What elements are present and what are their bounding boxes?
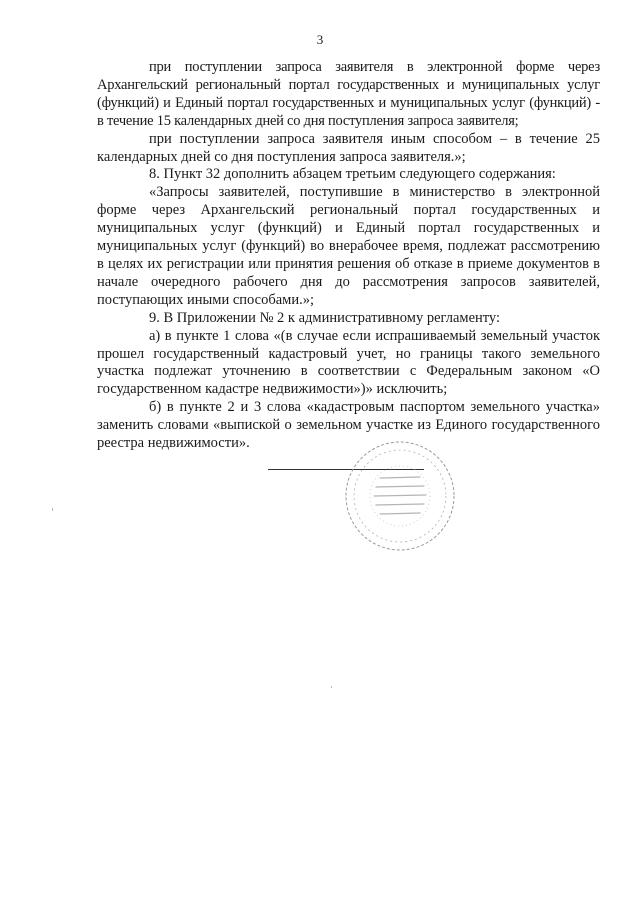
document-body [97, 59, 600, 453]
paragraph-item-8-heading: 8. Пункт 32 дополнить абзацем третьим следующего содержания: [149, 166, 556, 183]
paragraph-electronic-request-term: при поступлении запроса заявителя в электронной форме через Архангельский региональный портал государственных и муниципальных услуг (функций) и Единый портал государственных и муниципальных услуг (функций) - в течение 15 календарных дней со дня поступления запроса заявителя; [97, 59, 600, 129]
seal-stamp [340, 436, 460, 556]
paragraph-item-8-quote: «Запросы заявителей, поступившие в министерство в электронной форме через Архангельский региональный портал государственных и муниципальных услуг (функций) и Единый портал государственных и муниципальных услуг (функций) во внерабочее время, подлежат рассмотрению в целях их регистрации или принятия решения об отказе в приеме документов в начале очередного рабочего дня до рассмотрения запросов заявителей, поступающих иными способами.»; [97, 184, 600, 308]
paragraph-item-9-heading: 9. В Приложении № 2 к административному регламенту: [149, 309, 501, 326]
page-number: 3 [316, 32, 324, 47]
scan-mark [52, 508, 53, 511]
paragraph-item-9-b: б) в пункте 2 и 3 слова «кадастровым паспортом земельного участка» заменить словами «выпиской о земельном участке из Единого государственного реестра недвижимости». [97, 399, 600, 452]
scan-mark [331, 686, 332, 688]
paragraph-other-request-term: при поступлении запроса заявителя иным способом – в течение 25 календарных дней со дня поступления запроса заявителя.»; [97, 130, 600, 165]
paragraph-item-9-a: а) в пункте 1 слова «(в случае если испрашиваемый земельный участок прошел государственный кадастровый учет, но границы такого земельного участка подлежат уточнению в соответствии с Федеральным законом «О государственном кадастре недвижимости»)» исключить; [97, 327, 600, 398]
